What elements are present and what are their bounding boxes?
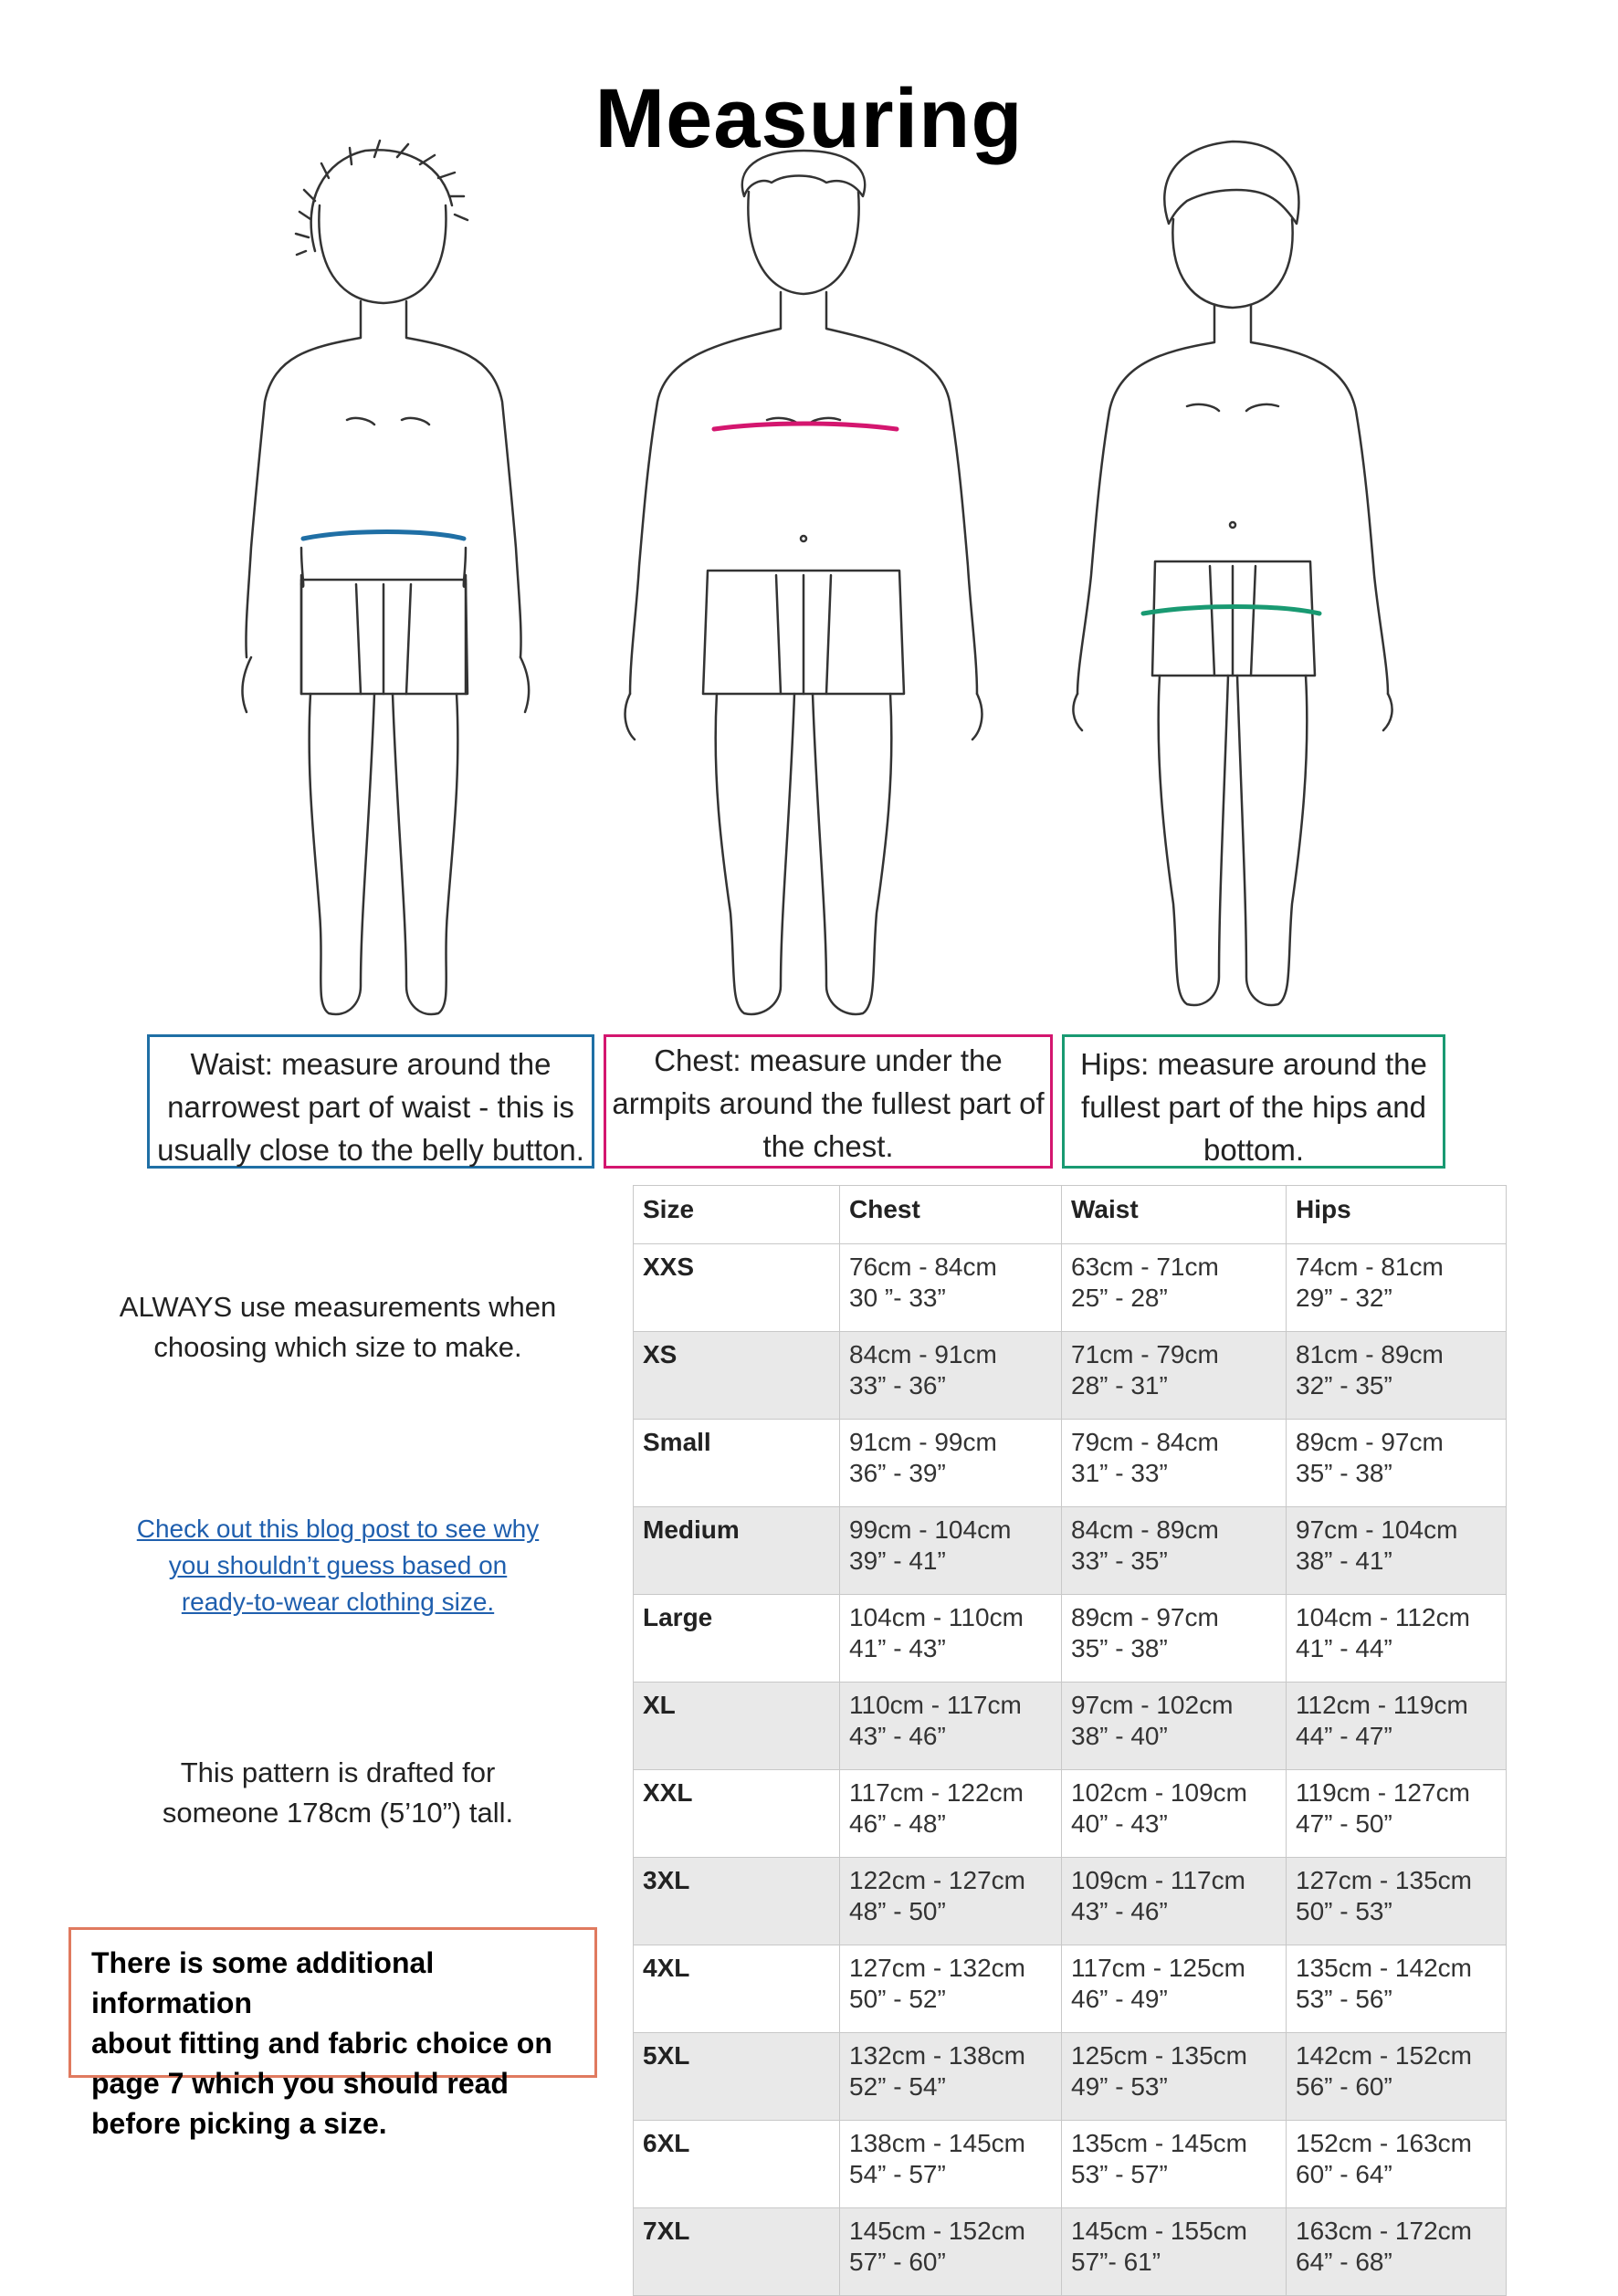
chest-cell <box>840 1858 1062 1945</box>
hips-inch-value: 56” - 60” <box>1296 2072 1392 2101</box>
table-header-row <box>634 1186 1507 1244</box>
chest-inch-value: 36” - 39” <box>849 1459 946 1487</box>
waist-cm-value: 117cm - 125cm <box>1071 1954 1245 1982</box>
info-line-2: about fitting and fabric choice on <box>91 2027 552 2060</box>
drafted-height-note <box>82 1753 594 1833</box>
chest-cm-value: 104cm - 110cm <box>849 1603 1024 1631</box>
chest-inch-value: 48” - 50” <box>849 1897 946 1925</box>
waist-measure-line <box>303 532 464 540</box>
always-line-2: choosing which size to make. <box>153 1331 522 1363</box>
hips-cm-value: 163cm - 172cm <box>1296 2217 1472 2245</box>
chest-cell <box>840 1507 1062 1595</box>
chest-cell <box>840 1332 1062 1420</box>
chest-inch-value: 54” - 57” <box>849 2160 946 2188</box>
waist-inch-value: 49” - 53” <box>1071 2072 1168 2101</box>
header-waist: Waist <box>1062 1186 1287 1244</box>
chest-cm-value: 132cm - 138cm <box>849 2041 1025 2070</box>
chest-cell <box>840 2208 1062 2296</box>
waist-inch-value: 28” - 31” <box>1071 1371 1168 1400</box>
chest-cm-value: 145cm - 152cm <box>849 2217 1025 2245</box>
hips-cm-value: 89cm - 97cm <box>1296 1428 1444 1456</box>
size-cell: 3XL <box>634 1858 840 1945</box>
chest-cm-value: 84cm - 91cm <box>849 1340 997 1368</box>
chest-cell <box>840 2121 1062 2208</box>
chest-line-2: armpits around the fullest part of <box>612 1086 1045 1120</box>
waist-cell <box>1062 1595 1287 1683</box>
hair-locs-icon <box>296 141 468 255</box>
table-row <box>634 1683 1507 1770</box>
hips-cell <box>1287 1332 1507 1420</box>
hips-cm-value: 152cm - 163cm <box>1296 2129 1472 2157</box>
waist-cm-value: 97cm - 102cm <box>1071 1691 1234 1719</box>
table-row <box>634 2208 1507 2296</box>
hips-instruction-box <box>1062 1034 1445 1169</box>
chest-cm-value: 138cm - 145cm <box>849 2129 1025 2157</box>
blog-link-line-3[interactable]: ready-to-wear clothing size. <box>181 1588 495 1616</box>
waist-inch-value: 38” - 40” <box>1071 1722 1168 1750</box>
hips-cm-value: 142cm - 152cm <box>1296 2041 1472 2070</box>
hips-inch-value: 60” - 64” <box>1296 2160 1392 2188</box>
waist-cell <box>1062 1858 1287 1945</box>
hips-cell <box>1287 1420 1507 1507</box>
blog-link-line-2[interactable]: you shouldn’t guess based on <box>168 1551 508 1579</box>
drafted-line-2: someone 178cm (5’10”) tall. <box>162 1797 514 1829</box>
waist-cm-value: 79cm - 84cm <box>1071 1428 1219 1456</box>
waist-inch-value: 43” - 46” <box>1071 1897 1168 1925</box>
hips-cm-value: 112cm - 119cm <box>1296 1691 1468 1719</box>
waist-inch-value: 40” - 43” <box>1071 1809 1168 1838</box>
table-row <box>634 1507 1507 1595</box>
info-line-4: before picking a size. <box>91 2107 387 2140</box>
hips-cell <box>1287 2208 1507 2296</box>
hips-cm-value: 81cm - 89cm <box>1296 1340 1444 1368</box>
chest-inch-value: 57” - 60” <box>849 2248 946 2276</box>
size-cell: XL <box>634 1683 840 1770</box>
table-row <box>634 1945 1507 2033</box>
waist-cell <box>1062 1683 1287 1770</box>
waist-cell <box>1062 1507 1287 1595</box>
hips-cm-value: 127cm - 135cm <box>1296 1866 1472 1894</box>
chest-cm-value: 122cm - 127cm <box>849 1866 1025 1894</box>
size-cell: Large <box>634 1595 840 1683</box>
hips-cm-value: 135cm - 142cm <box>1296 1954 1472 1982</box>
waist-inch-value: 35” - 38” <box>1071 1634 1168 1662</box>
waist-cm-value: 145cm - 155cm <box>1071 2217 1247 2245</box>
waist-cell <box>1062 1244 1287 1332</box>
waist-line-3: usually close to the belly button. <box>157 1133 584 1167</box>
chest-instruction-box <box>604 1034 1053 1169</box>
info-line-3: page 7 which you should read <box>91 2067 509 2100</box>
waist-cm-value: 89cm - 97cm <box>1071 1603 1219 1631</box>
table-row <box>634 1770 1507 1858</box>
table-row <box>634 1858 1507 1945</box>
hips-cell <box>1287 1244 1507 1332</box>
size-cell: 7XL <box>634 2208 840 2296</box>
waist-cell <box>1062 2121 1287 2208</box>
chest-cm-value: 99cm - 104cm <box>849 1515 1012 1544</box>
hair-short-icon <box>742 151 865 196</box>
figure-chest <box>625 151 982 1014</box>
waist-inch-value: 31” - 33” <box>1071 1459 1168 1487</box>
header-size: Size <box>634 1186 840 1244</box>
size-cell: XXS <box>634 1244 840 1332</box>
hips-inch-value: 47” - 50” <box>1296 1809 1392 1838</box>
chest-cm-value: 117cm - 122cm <box>849 1778 1024 1807</box>
hips-cm-value: 104cm - 112cm <box>1296 1603 1470 1631</box>
hips-cell <box>1287 2121 1507 2208</box>
hips-inch-value: 64” - 68” <box>1296 2248 1392 2276</box>
hips-inch-value: 32” - 35” <box>1296 1371 1392 1400</box>
waist-cm-value: 102cm - 109cm <box>1071 1778 1247 1807</box>
chest-measure-line <box>714 424 897 429</box>
chest-inch-value: 46” - 48” <box>849 1809 946 1838</box>
chest-cell <box>840 1420 1062 1507</box>
blog-post-link[interactable] <box>82 1511 594 1620</box>
waist-cm-value: 84cm - 89cm <box>1071 1515 1219 1544</box>
waist-cm-value: 71cm - 79cm <box>1071 1340 1219 1368</box>
size-cell: XXL <box>634 1770 840 1858</box>
hips-cm-value: 119cm - 127cm <box>1296 1778 1470 1807</box>
size-cell: XS <box>634 1332 840 1420</box>
always-measure-note <box>82 1287 594 1368</box>
chest-cell <box>840 2033 1062 2121</box>
chest-cm-value: 91cm - 99cm <box>849 1428 997 1456</box>
size-cell: Medium <box>634 1507 840 1595</box>
chest-inch-value: 52” - 54” <box>849 2072 946 2101</box>
chest-inch-value: 30 ”- 33” <box>849 1284 946 1312</box>
size-cell: Small <box>634 1420 840 1507</box>
blog-link-line-1[interactable]: Check out this blog post to see why <box>136 1515 540 1543</box>
hips-inch-value: 38” - 41” <box>1296 1546 1392 1575</box>
table-row <box>634 1420 1507 1507</box>
hips-cell <box>1287 2033 1507 2121</box>
waist-cell <box>1062 1420 1287 1507</box>
additional-info-box <box>68 1927 597 2140</box>
waist-cell <box>1062 2208 1287 2296</box>
waist-cm-value: 135cm - 145cm <box>1071 2129 1247 2157</box>
hips-inch-value: 44” - 47” <box>1296 1722 1392 1750</box>
table-row <box>634 1595 1507 1683</box>
waist-cell <box>1062 1945 1287 2033</box>
hips-cm-value: 74cm - 81cm <box>1296 1253 1444 1281</box>
waist-inch-value: 33” - 35” <box>1071 1546 1168 1575</box>
chest-cell <box>840 1244 1062 1332</box>
waist-line-2: narrowest part of waist - this is <box>167 1090 574 1124</box>
figure-hips <box>1073 142 1392 1005</box>
waist-cm-value: 125cm - 135cm <box>1071 2041 1247 2070</box>
chest-cell <box>840 1595 1062 1683</box>
hips-line-2: fullest part of the hips and <box>1081 1090 1426 1124</box>
hips-line-1: Hips: measure around the <box>1080 1047 1427 1081</box>
chest-line-1: Chest: measure under the <box>654 1043 1003 1077</box>
chest-inch-value: 33” - 36” <box>849 1371 946 1400</box>
info-line-1: There is some additional information <box>91 1946 435 2019</box>
chest-inch-value: 41” - 43” <box>849 1634 946 1662</box>
chest-cm-value: 110cm - 117cm <box>849 1691 1022 1719</box>
chest-inch-value: 43” - 46” <box>849 1722 946 1750</box>
hips-inch-value: 53” - 56” <box>1296 1985 1392 2013</box>
size-table-body <box>634 1244 1507 2296</box>
hips-cell <box>1287 1507 1507 1595</box>
body-figures-illustration <box>0 0 1618 1041</box>
table-row <box>634 2121 1507 2208</box>
hair-swept-icon <box>1164 142 1298 224</box>
waist-cm-value: 63cm - 71cm <box>1071 1253 1219 1281</box>
waist-inch-value: 57”- 61” <box>1071 2248 1161 2276</box>
chest-cell <box>840 1683 1062 1770</box>
hips-inch-value: 35” - 38” <box>1296 1459 1392 1487</box>
header-hips: Hips <box>1287 1186 1507 1244</box>
chest-cell <box>840 1770 1062 1858</box>
hips-line-3: bottom. <box>1203 1133 1305 1167</box>
chest-line-3: the chest. <box>762 1129 894 1163</box>
hips-cell <box>1287 1945 1507 2033</box>
waist-cell <box>1062 1332 1287 1420</box>
hips-cell <box>1287 1858 1507 1945</box>
chest-inch-value: 39” - 41” <box>849 1546 946 1575</box>
size-cell: 4XL <box>634 1945 840 2033</box>
waist-line-1: Waist: measure around the <box>190 1047 552 1081</box>
table-row <box>634 2033 1507 2121</box>
table-row <box>634 1332 1507 1420</box>
chest-cell <box>840 1945 1062 2033</box>
waist-inch-value: 25” - 28” <box>1071 1284 1168 1312</box>
table-row <box>634 1244 1507 1332</box>
page-title: Measuring <box>594 72 1024 165</box>
chest-cm-value: 127cm - 132cm <box>849 1954 1025 1982</box>
waist-cm-value: 109cm - 117cm <box>1071 1866 1245 1894</box>
waist-inch-value: 46” - 49” <box>1071 1985 1168 2013</box>
hips-cell <box>1287 1770 1507 1858</box>
always-line-1: ALWAYS use measurements when <box>119 1291 557 1323</box>
figure-waist <box>242 141 529 1014</box>
size-cell: 5XL <box>634 2033 840 2121</box>
waist-cell <box>1062 1770 1287 1858</box>
waist-inch-value: 53” - 57” <box>1071 2160 1168 2188</box>
hips-cell <box>1287 1595 1507 1683</box>
hips-measure-line <box>1143 607 1319 614</box>
header-chest: Chest <box>840 1186 1062 1244</box>
waist-cell <box>1062 2033 1287 2121</box>
hips-cm-value: 97cm - 104cm <box>1296 1515 1458 1544</box>
chest-cm-value: 76cm - 84cm <box>849 1253 997 1281</box>
drafted-line-1: This pattern is drafted for <box>180 1756 496 1788</box>
hips-cell <box>1287 1683 1507 1770</box>
size-cell: 6XL <box>634 2121 840 2208</box>
waist-instruction-box <box>147 1034 594 1169</box>
chest-inch-value: 50” - 52” <box>849 1985 946 2013</box>
hips-inch-value: 41” - 44” <box>1296 1634 1392 1662</box>
size-chart-table <box>633 1185 1507 2296</box>
hips-inch-value: 29” - 32” <box>1296 1284 1392 1312</box>
hips-inch-value: 50” - 53” <box>1296 1897 1392 1925</box>
